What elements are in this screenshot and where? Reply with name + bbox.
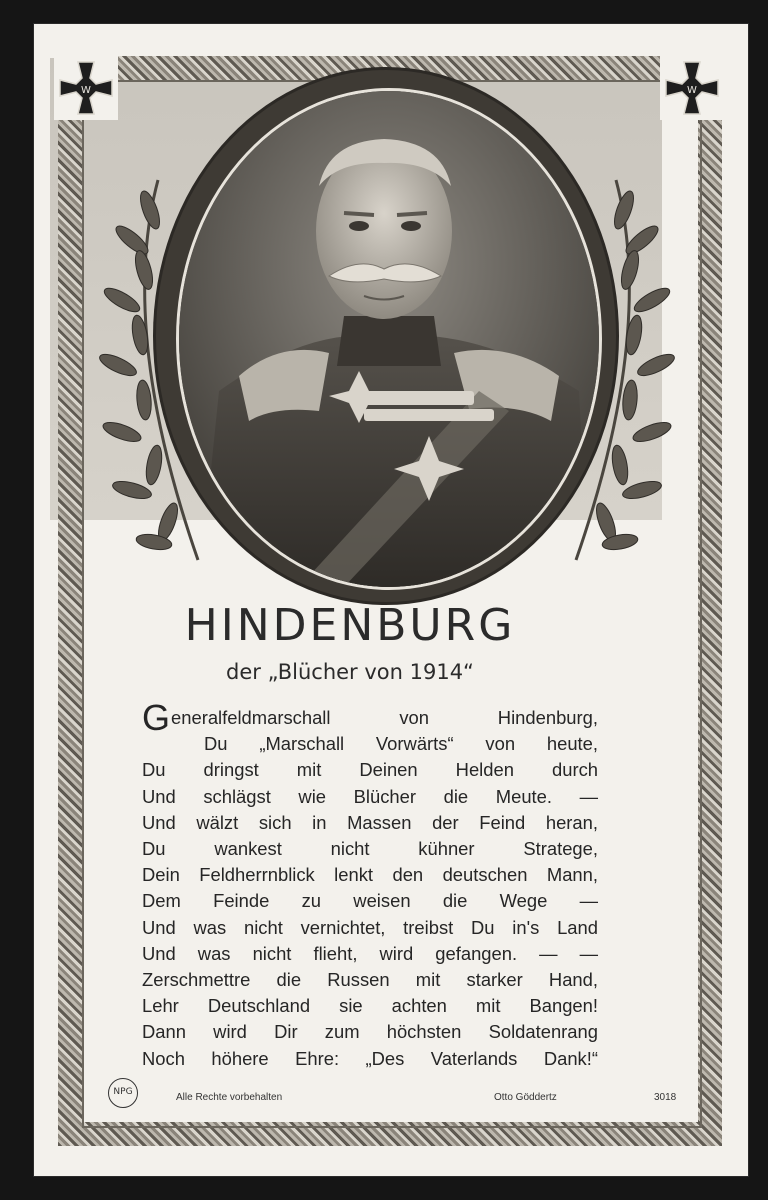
- poem-line: Du dringst mit Deinen Helden durch: [142, 759, 598, 781]
- subtitle: der „Blücher von 1914“: [226, 660, 474, 684]
- poem-line: Noch höhere Ehre: „Des Vaterlands Dank!“: [142, 1047, 598, 1069]
- poem-line: Generalfeldmarschall von Hindenburg,: [142, 697, 598, 738]
- portrait-photo: [176, 88, 602, 590]
- poem-line: Und schlägst wie Blücher die Meute. —: [142, 785, 598, 807]
- poem-line: Du wankest nicht kühner Stratege,: [142, 838, 598, 860]
- iron-cross-icon: [54, 56, 118, 120]
- poem-line: Du „Marschall Vorwärts“ von heute,: [204, 733, 598, 755]
- svg-text:W: W: [687, 85, 697, 96]
- poem-line: Dein Feldherrnblick lenkt den deutschen Mann,: [142, 864, 598, 886]
- poem-line: Und was nicht flieht, wird gefangen. — —: [142, 942, 598, 964]
- svg-text:W: W: [81, 85, 91, 96]
- dropcap: G: [142, 697, 171, 738]
- poem-text: [142, 697, 598, 1072]
- iron-cross-icon: [660, 56, 724, 120]
- publisher-logo-icon: NPG: [108, 1078, 138, 1108]
- poem-line: Zerschmettre die Russen mit starker Hand,: [142, 969, 598, 991]
- poem-line: Und wälzt sich in Massen der Feind heran,: [142, 811, 598, 833]
- poem-line: Und was nicht vernichtet, treibst Du in's Land: [142, 916, 598, 938]
- author-credit: Otto Göddertz: [494, 1092, 557, 1103]
- poem-line: Dem Feinde zu weisen die Wege —: [142, 890, 598, 912]
- poem-line: Dann wird Dir zum höchsten Soldatenrang: [142, 1021, 598, 1043]
- rights-notice: Alle Rechte vorbehalten: [176, 1092, 283, 1103]
- card-number: 3018: [654, 1092, 677, 1103]
- poem-line: Lehr Deutschland sie achten mit Bangen!: [142, 995, 598, 1017]
- page-title: HINDENBURG: [184, 600, 516, 651]
